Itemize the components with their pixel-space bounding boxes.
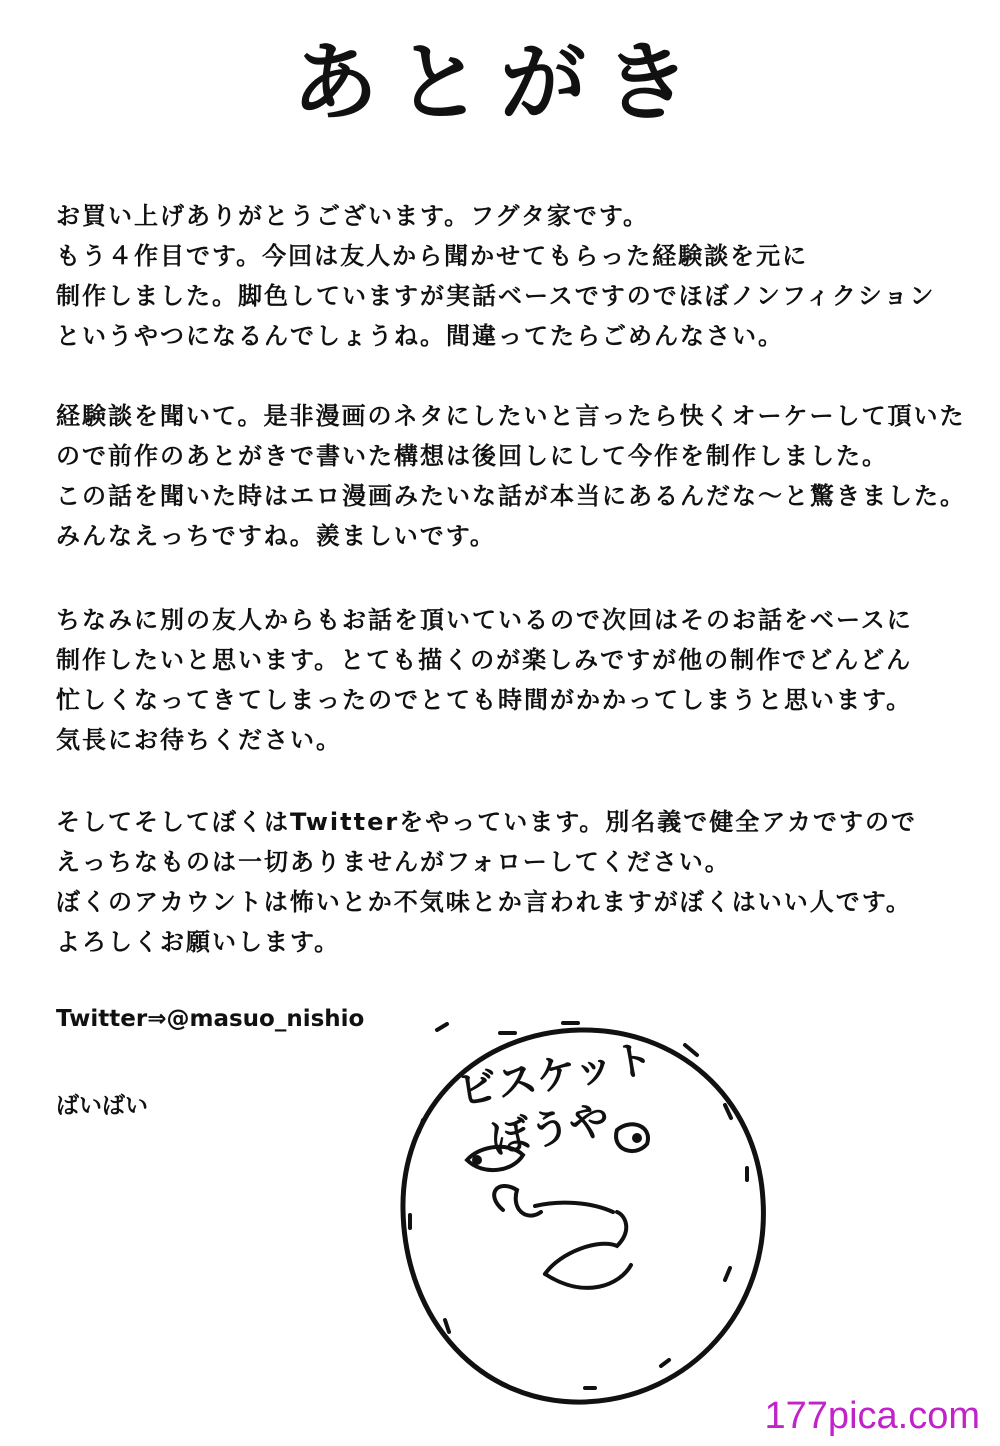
page-title: あとがき — [292, 33, 708, 133]
paragraph-line: みんなえっちですね。羨ましいです。 — [56, 522, 496, 550]
paragraph-line: というやつになるんでしょうね。間違ってたらごめんなさい。 — [56, 322, 784, 350]
paragraph-4 — [56, 802, 956, 962]
drawing-caption-line-2: ぼうや — [486, 1096, 613, 1163]
paragraph-line: この話を聞いた時はエロ漫画みたいな話が本当にあるんだな〜と驚きました。 — [56, 482, 966, 510]
paragraph-line: 忙しくなってきてしまったのでとても時間がかかってしまうと思います。 — [56, 686, 913, 714]
paragraph-line: 制作したいと思います。とても描くのが楽しみですが他の制作でどんどん — [56, 646, 913, 674]
paragraph-1 — [56, 196, 956, 356]
paragraph-line: 気長にお待ちください。 — [56, 726, 342, 754]
watermark: 177pica.com — [757, 1393, 988, 1440]
paragraph-2 — [56, 396, 966, 556]
paragraph-line: お買い上げありがとうございます。フグタ家です。 — [56, 202, 649, 230]
paragraph-line: ちなみに別の友人からもお話を頂いているので次回はそのお話をベースに — [56, 606, 913, 634]
paragraph-line: 経験談を聞いて。是非漫画のネタにしたいと言ったら快くオーケーして頂いた — [56, 402, 966, 430]
paragraph-line: ので前作のあとがきで書いた構想は後回しにして今作を制作しました。 — [56, 442, 888, 470]
paragraph-line: ぼくのアカウントは怖いとか不気味とか言われますがぼくはいい人です。 — [56, 888, 912, 916]
paragraph-line: よろしくお願いします。 — [56, 928, 341, 956]
paragraph-line: えっちなものは一切ありませんがフォローしてください。 — [56, 848, 731, 876]
paragraph-line: そしてそしてぼくはTwitterをやっています。別名義で健全アカですので — [56, 808, 918, 836]
biscuit-boy-drawing — [385, 1000, 785, 1420]
paragraph-line: もう４作目です。今回は友人から聞かせてもらった経験談を元に — [56, 242, 809, 270]
farewell-text: ばいばい — [56, 1093, 148, 1119]
paragraph-line: 制作しました。脚色していますが実話ベースですのでほぼノンフィクション — [56, 282, 936, 310]
drawing-caption-line-1: ビスケット — [454, 1035, 657, 1116]
paragraph-3 — [56, 600, 956, 760]
twitter-handle: Twitter⇒@masuo_nishio — [56, 1006, 365, 1032]
